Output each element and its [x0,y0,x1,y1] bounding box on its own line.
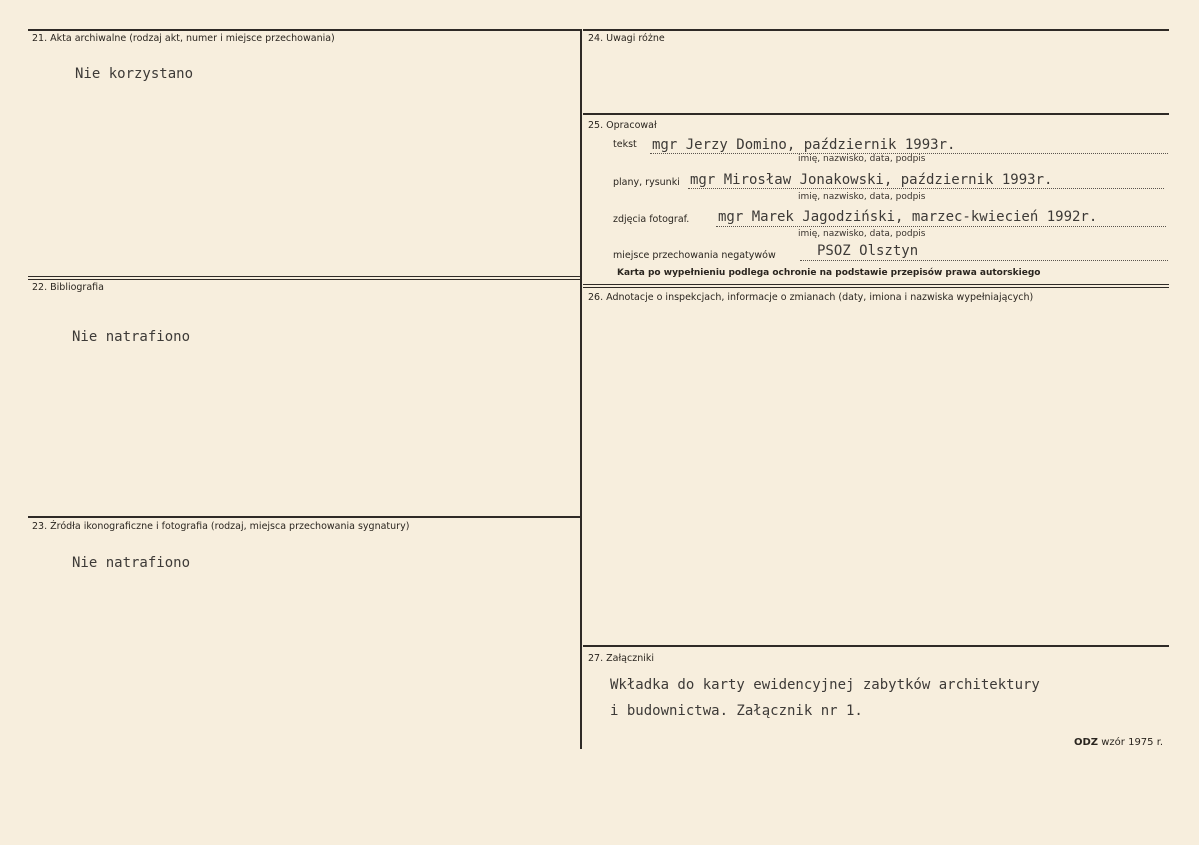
rule-27-top [583,645,1169,647]
rule-26-top [583,284,1169,285]
section-25-label: 25. Opracował [588,120,657,131]
tekst-value: mgr Jerzy Domino, październik 1993r. [652,137,956,153]
plany-hint: imię, nazwisko, data, podpis [798,192,926,202]
top-rule-right [583,29,1169,31]
rule-26-top-2 [583,287,1169,288]
section-22-value: Nie natrafiono [72,329,191,345]
section-21-label: 21. Akta archiwalne (rodzaj akt, numer i miejsce przechowania) [32,33,335,44]
form-footer [1074,737,1163,748]
rule-22-top-2 [28,279,580,280]
plany-value: mgr Mirosław Jonakowski, październik 1993r. [690,172,1053,188]
center-divider [580,29,582,749]
section-22-label: 22. Bibliografia [32,282,104,293]
zdjecia-value: mgr Marek Jagodziński, marzec-kwiecień 1992r. [718,209,1098,225]
top-rule-left [28,29,581,31]
footer-brand: ODZ [1074,737,1099,748]
footer-text: wzór 1975 r. [1101,737,1164,748]
tekst-hint: imię, nazwisko, data, podpis [798,154,926,164]
section-26-label: 26. Adnotacje o inspekcjach, informacje o zmianach (daty, imiona i nazwiska wypełniających) [588,292,1034,303]
zdjecia-dotted-line [716,226,1166,227]
zdjecia-hint: imię, nazwisko, data, podpis [798,229,926,239]
attachment-line-1: Wkładka do karty ewidencyjnej zabytków architektury [610,677,1040,693]
rule-23-top [28,516,580,518]
zdjecia-label: zdjęcia fotograf. [613,214,690,225]
section-27-label: 27. Załączniki [588,653,654,664]
section-21-value: Nie korzystano [75,66,194,82]
rule-22-top [28,276,580,277]
attachment-line-2: i budownictwa. Załącznik nr 1. [610,703,863,719]
section-24-label: 24. Uwagi różne [588,33,665,44]
copyright-note: Karta po wypełnieniu podlega ochronie na podstawie przepisów prawa autorskiego [617,268,1041,278]
section-23-label: 23. Źródła ikonograficzne i fotografia (rodzaj, miejsca przechowania sygnatury) [32,521,410,532]
tekst-label: tekst [613,139,637,150]
plany-dotted-line [688,188,1164,189]
plany-label: plany, rysunki [613,177,680,188]
negatywy-dotted-line [800,260,1168,261]
section-23-value: Nie natrafiono [72,555,191,571]
negatywy-value: PSOZ Olsztyn [817,243,919,259]
rule-25-top [583,113,1169,115]
negatywy-label: miejsce przechowania negatywów [613,250,776,261]
